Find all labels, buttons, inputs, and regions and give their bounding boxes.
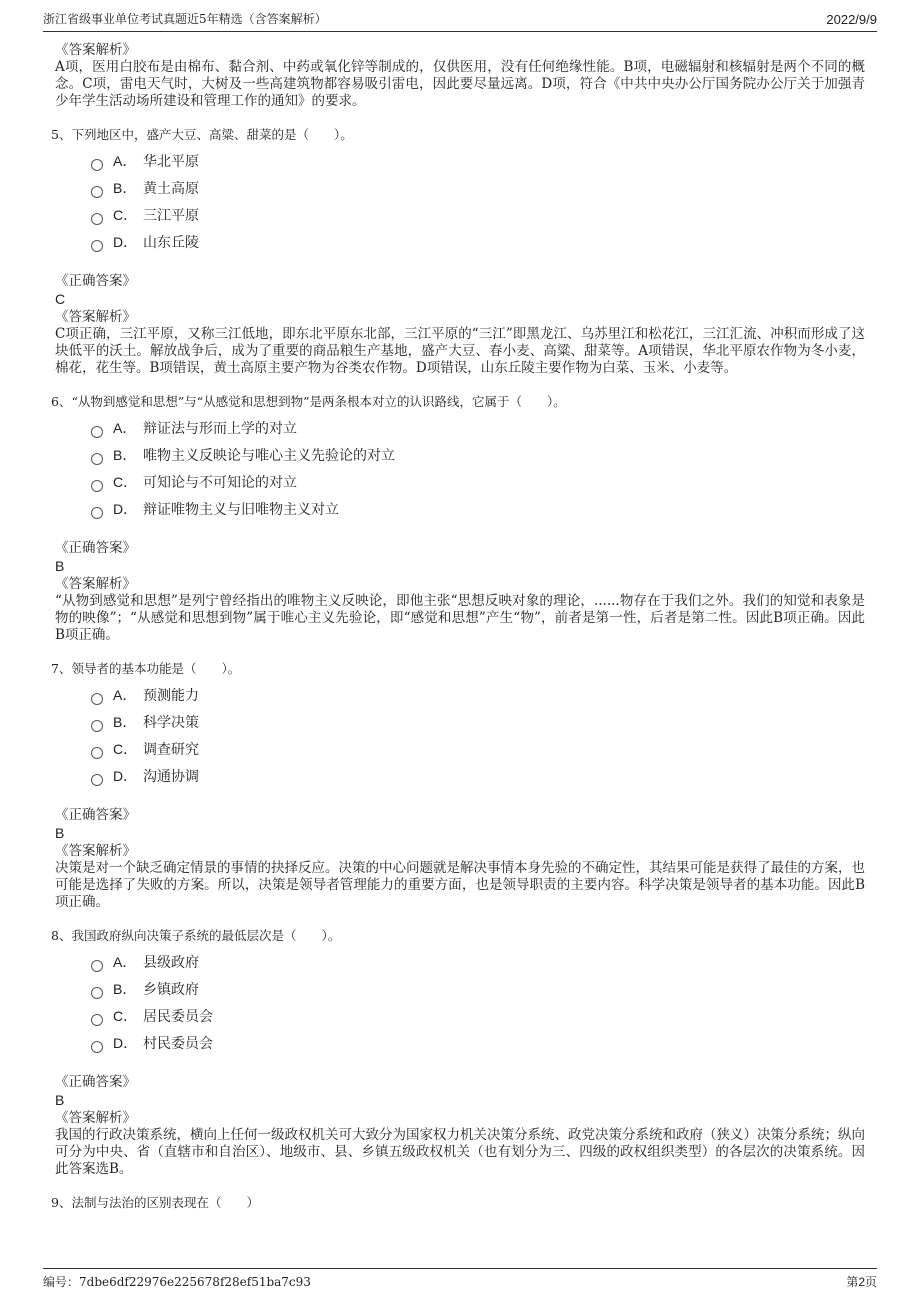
- option-letter: B．: [113, 446, 137, 463]
- header-date: 2022/9/9: [826, 12, 877, 27]
- correct-answer-label: 《正确答案》: [55, 807, 136, 823]
- correct-answer-label: 《正确答案》: [55, 273, 136, 289]
- option-text: 预测能力: [143, 687, 199, 704]
- radio-icon[interactable]: [91, 960, 103, 972]
- radio-icon[interactable]: [91, 480, 103, 492]
- option-text: 村民委员会: [143, 1035, 213, 1052]
- document-title: 浙江省级事业单位考试真题近5年精选（含答案解析）: [43, 12, 327, 26]
- radio-icon[interactable]: [91, 159, 103, 171]
- explanation-label: 《答案解析》: [55, 1110, 136, 1126]
- correct-answer-label: 《正确答案》: [55, 540, 136, 556]
- option-letter: B．: [113, 980, 137, 997]
- radio-icon[interactable]: [91, 453, 103, 465]
- option-c[interactable]: [91, 468, 865, 495]
- question-block: [51, 927, 865, 1178]
- radio-icon[interactable]: [91, 186, 103, 198]
- option-text: 可知论与不可知论的对立: [143, 474, 297, 491]
- option-text: 乡镇政府: [143, 981, 199, 998]
- correct-answer: C: [55, 291, 66, 307]
- option-text: 辩证法与形而上学的对立: [143, 420, 297, 437]
- question-stem: 7、领导者的基本功能是（ ）。: [51, 661, 241, 676]
- option-text: 山东丘陵: [143, 234, 199, 251]
- option-letter: D．: [113, 767, 138, 784]
- radio-icon[interactable]: [91, 1041, 103, 1053]
- question-stem: 9、法制与法治的区别表现在（ ）: [51, 1195, 259, 1210]
- option-text: 居民委员会: [143, 1008, 213, 1025]
- radio-icon[interactable]: [91, 774, 103, 786]
- option-b[interactable]: [91, 975, 865, 1002]
- explanation-text: 我国的行政决策系统，横向上任何一级政权机关可大致分为国家权力机关决策分系统、政党决策分系统和政府（狭义）决策分系统；纵向可分为中央、省（直辖市和自治区）、地级市、县、乡镇五级政权机关（也有划分为三、四级的政权组织类型）的各层次的决策系统。因此答案选B。: [55, 1127, 865, 1177]
- explanation-text: A项，医用白胶布是由棉布、黏合剂、中药或氧化锌等制成的，仅供医用，没有任何绝缘性能。B项，电磁辐射和核辐射是两个不同的概念。C项，雷电天气时，大树及一些高建筑物都容易吸引雷电，因此要尽量远离。D项，符合《中共中央办公厅国务院办公厅关于加强青少年学生活动场所建设和管理工作的通知》的要求。: [55, 59, 865, 109]
- option-text: 沟通协调: [143, 768, 199, 785]
- option-letter: D．: [113, 233, 138, 250]
- option-b[interactable]: [91, 441, 865, 468]
- option-list: [91, 147, 865, 255]
- explanation-label: 《答案解析》: [55, 309, 136, 325]
- option-letter: C．: [113, 473, 138, 490]
- question-block: [51, 393, 865, 644]
- option-letter: D．: [113, 1034, 138, 1051]
- correct-answer: B: [55, 1092, 65, 1108]
- option-text: 科学决策: [143, 714, 199, 731]
- option-text: 华北平原: [143, 153, 199, 170]
- option-letter: A．: [113, 953, 137, 970]
- explanation-label: 《答案解析》: [55, 576, 136, 592]
- radio-icon[interactable]: [91, 1014, 103, 1026]
- option-list: [91, 681, 865, 789]
- option-a[interactable]: [91, 948, 865, 975]
- explanation-text: “从物到感觉和思想”是列宁曾经指出的唯物主义反映论，即他主张“思想反映对象的理论，......物存在于我们之外。我们的知觉和表象是物的映像”；“从感觉和思想到物”属于唯心主义先验论，即“感觉和思想”产生“物”，前者是第一性，后者是第二性。因此B项正确。因此B项正确。: [55, 593, 865, 643]
- question-stem: 8、我国政府纵向决策子系统的最低层次是（ ）。: [51, 928, 341, 943]
- correct-answer: B: [55, 825, 65, 841]
- document-code: 编号：7dbe6df22976e225678f28ef51ba7c93: [43, 1275, 311, 1289]
- page-content: [51, 42, 865, 1211]
- radio-icon[interactable]: [91, 693, 103, 705]
- option-d[interactable]: [91, 762, 865, 789]
- option-letter: A．: [113, 419, 137, 436]
- question-stem: 5、下列地区中，盛产大豆、高粱、甜菜的是（ ）。: [51, 127, 353, 142]
- option-text: 黄土高原: [143, 180, 199, 197]
- option-letter: B．: [113, 713, 137, 730]
- option-c[interactable]: [91, 201, 865, 228]
- explanation-label: 《答案解析》: [55, 42, 136, 58]
- option-c[interactable]: [91, 1002, 865, 1029]
- radio-icon[interactable]: [91, 987, 103, 999]
- question-block: [51, 126, 865, 377]
- explanation-text: 决策是对一个缺乏确定情景的事情的抉择反应。决策的中心问题就是解决事情本身先验的不确定性，其结果可能是获得了最佳的方案，也可能是选择了失败的方案。所以，决策是领导者管理能力的重要方面，也是领导职责的主要内容。科学决策是领导者的基本功能。因此B项正确。: [55, 860, 865, 910]
- radio-icon[interactable]: [91, 720, 103, 732]
- option-d[interactable]: [91, 228, 865, 255]
- option-a[interactable]: [91, 414, 865, 441]
- correct-answer-label: 《正确答案》: [55, 1074, 136, 1090]
- option-list: [91, 948, 865, 1056]
- option-letter: B．: [113, 179, 137, 196]
- option-d[interactable]: [91, 1029, 865, 1056]
- option-a[interactable]: [91, 147, 865, 174]
- option-letter: C．: [113, 740, 138, 757]
- question-stem: 6、“从物到感觉和思想”与“从感觉和思想到物”是两条根本对立的认识路线，它属于（ ）。: [51, 394, 566, 409]
- correct-answer: B: [55, 558, 65, 574]
- explanation-text: C项正确，三江平原，又称三江低地，即东北平原东北部，三江平原的“三江”即黑龙江、乌苏里江和松花江，三江汇流、冲积而形成了这块低平的沃土。解放战争后，成为了重要的商品粮生产基地，盛产大豆、春小麦、高粱、甜菜等。A项错误，华北平原农作物为冬小麦，棉花，花生等。B项错误，黄土高原主要产物为谷类农作物。D项错误，山东丘陵主要作物为白菜、玉米、小麦等。: [55, 326, 865, 376]
- radio-icon[interactable]: [91, 507, 103, 519]
- option-letter: C．: [113, 206, 138, 223]
- option-b[interactable]: [91, 708, 865, 735]
- option-b[interactable]: [91, 174, 865, 201]
- option-letter: D．: [113, 500, 138, 517]
- radio-icon[interactable]: [91, 747, 103, 759]
- radio-icon[interactable]: [91, 426, 103, 438]
- option-text: 县级政府: [143, 954, 199, 971]
- radio-icon[interactable]: [91, 240, 103, 252]
- question-block: [51, 660, 865, 911]
- option-text: 三江平原: [143, 207, 199, 224]
- explanation-label: 《答案解析》: [55, 843, 136, 859]
- option-c[interactable]: [91, 735, 865, 762]
- page-footer: [43, 1268, 877, 1290]
- option-a[interactable]: [91, 681, 865, 708]
- option-letter: C．: [113, 1007, 138, 1024]
- option-letter: A．: [113, 152, 137, 169]
- radio-icon[interactable]: [91, 213, 103, 225]
- option-text: 唯物主义反映论与唯心主义先验论的对立: [143, 447, 395, 464]
- option-list: [91, 414, 865, 522]
- option-text: 调查研究: [143, 741, 199, 758]
- page-header: [43, 10, 877, 32]
- option-letter: A．: [113, 686, 137, 703]
- option-text: 辩证唯物主义与旧唯物主义对立: [143, 501, 339, 518]
- page-number: 第2页: [846, 1275, 877, 1289]
- option-d[interactable]: [91, 495, 865, 522]
